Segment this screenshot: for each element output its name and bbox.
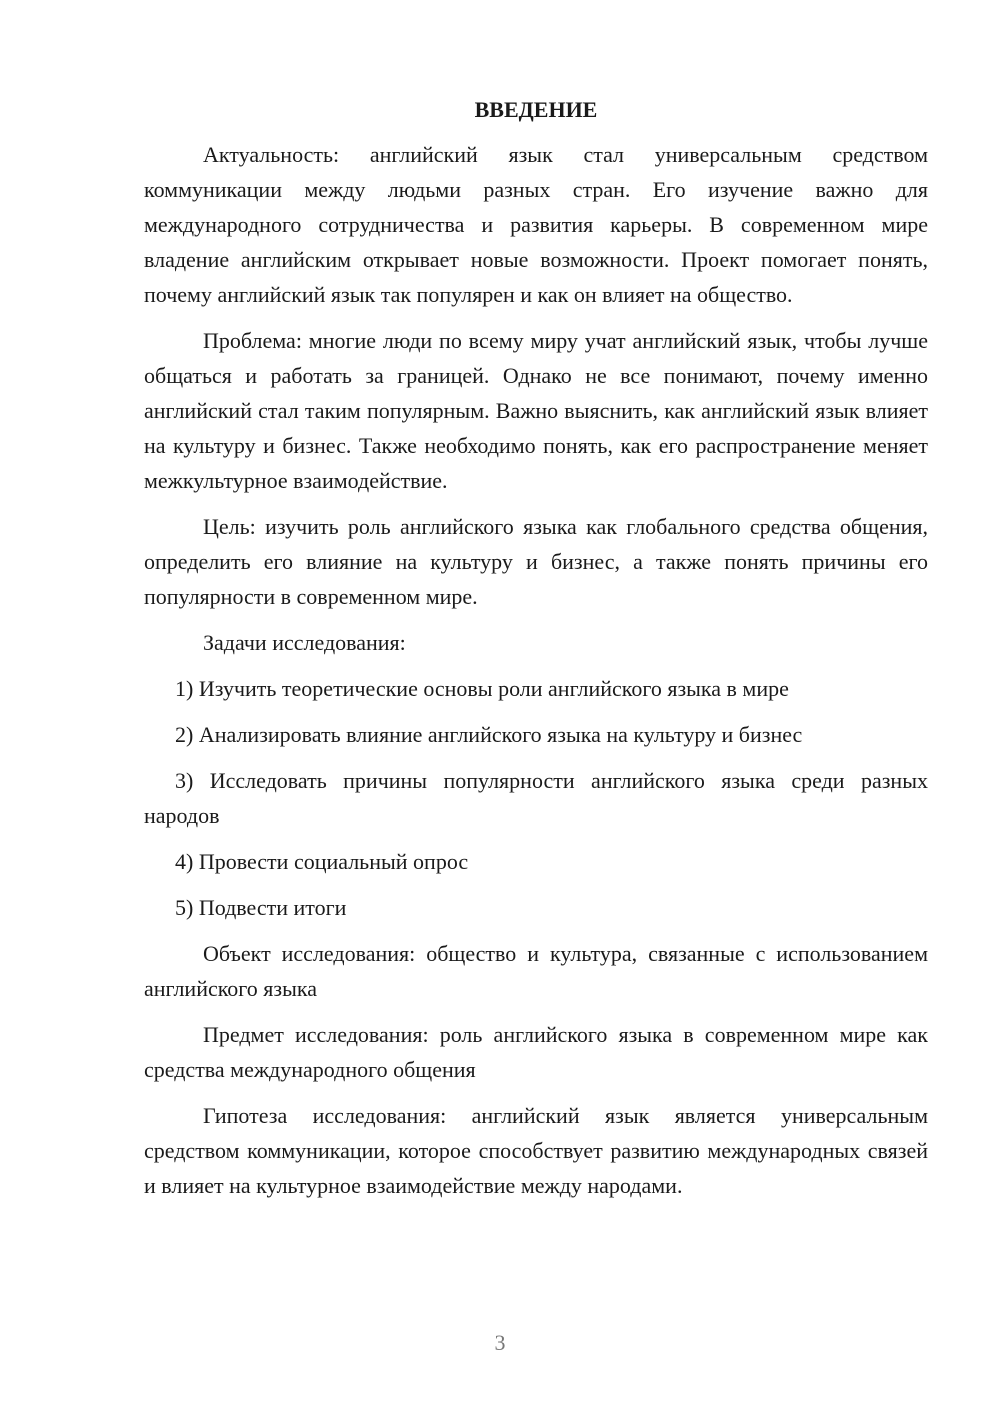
goal-paragraph: Цель: изучить роль английского языка как глобального средства общения, определить его влияние на культуру и бизнес, а также понять причины его популярности в современном мире. bbox=[144, 514, 928, 609]
subject-paragraph: Предмет исследования: роль английского языка в современном мире как средства международного общения bbox=[144, 1022, 928, 1082]
tasks-heading: Задачи исследования: bbox=[203, 630, 406, 655]
task-item-4: 4) Провести социальный опрос bbox=[175, 849, 469, 874]
section-title: ВВЕДЕНИЕ bbox=[474, 97, 598, 122]
task-item-5: 5) Подвести итоги bbox=[175, 895, 347, 920]
task-item-2: 2) Анализировать влияние английского языка на культуру и бизнес bbox=[175, 722, 803, 747]
hypothesis-paragraph: Гипотеза исследования: английский язык является универсальным средством коммуникации, которое способствует развитию международных связей и влияет на культурное взаимодействие между народами. bbox=[144, 1103, 928, 1198]
document-page bbox=[144, 92, 928, 1214]
problem-paragraph: Проблема: многие люди по всему миру учат английский язык, чтобы лучше общаться и работать за границей. Однако не все понимают, почему именно английский стал таким популярным. Важно выяснить, как английский язык влияет на культуру и бизнес. Также необходимо понять, как его распространение меняет межкультурное взаимодействие. bbox=[144, 328, 928, 493]
page-number: 3 bbox=[494, 1330, 506, 1355]
task-item-3: 3) Исследовать причины популярности английского языка среди разных народов bbox=[144, 768, 928, 828]
relevance-paragraph: Актуальность: английский язык стал универсальным средством коммуникации между людьми разных стран. Его изучение важно для международного сотрудничества и развития карьеры. В современном мире владение английским открывает новые возможности. Проект помогает понять, почему английский язык так популярен и как он влияет на общество. bbox=[144, 142, 928, 307]
object-paragraph: Объект исследования: общество и культура, связанные с использованием английского языка bbox=[144, 941, 928, 1001]
task-item-1: 1) Изучить теоретические основы роли английского языка в мире bbox=[175, 676, 789, 701]
